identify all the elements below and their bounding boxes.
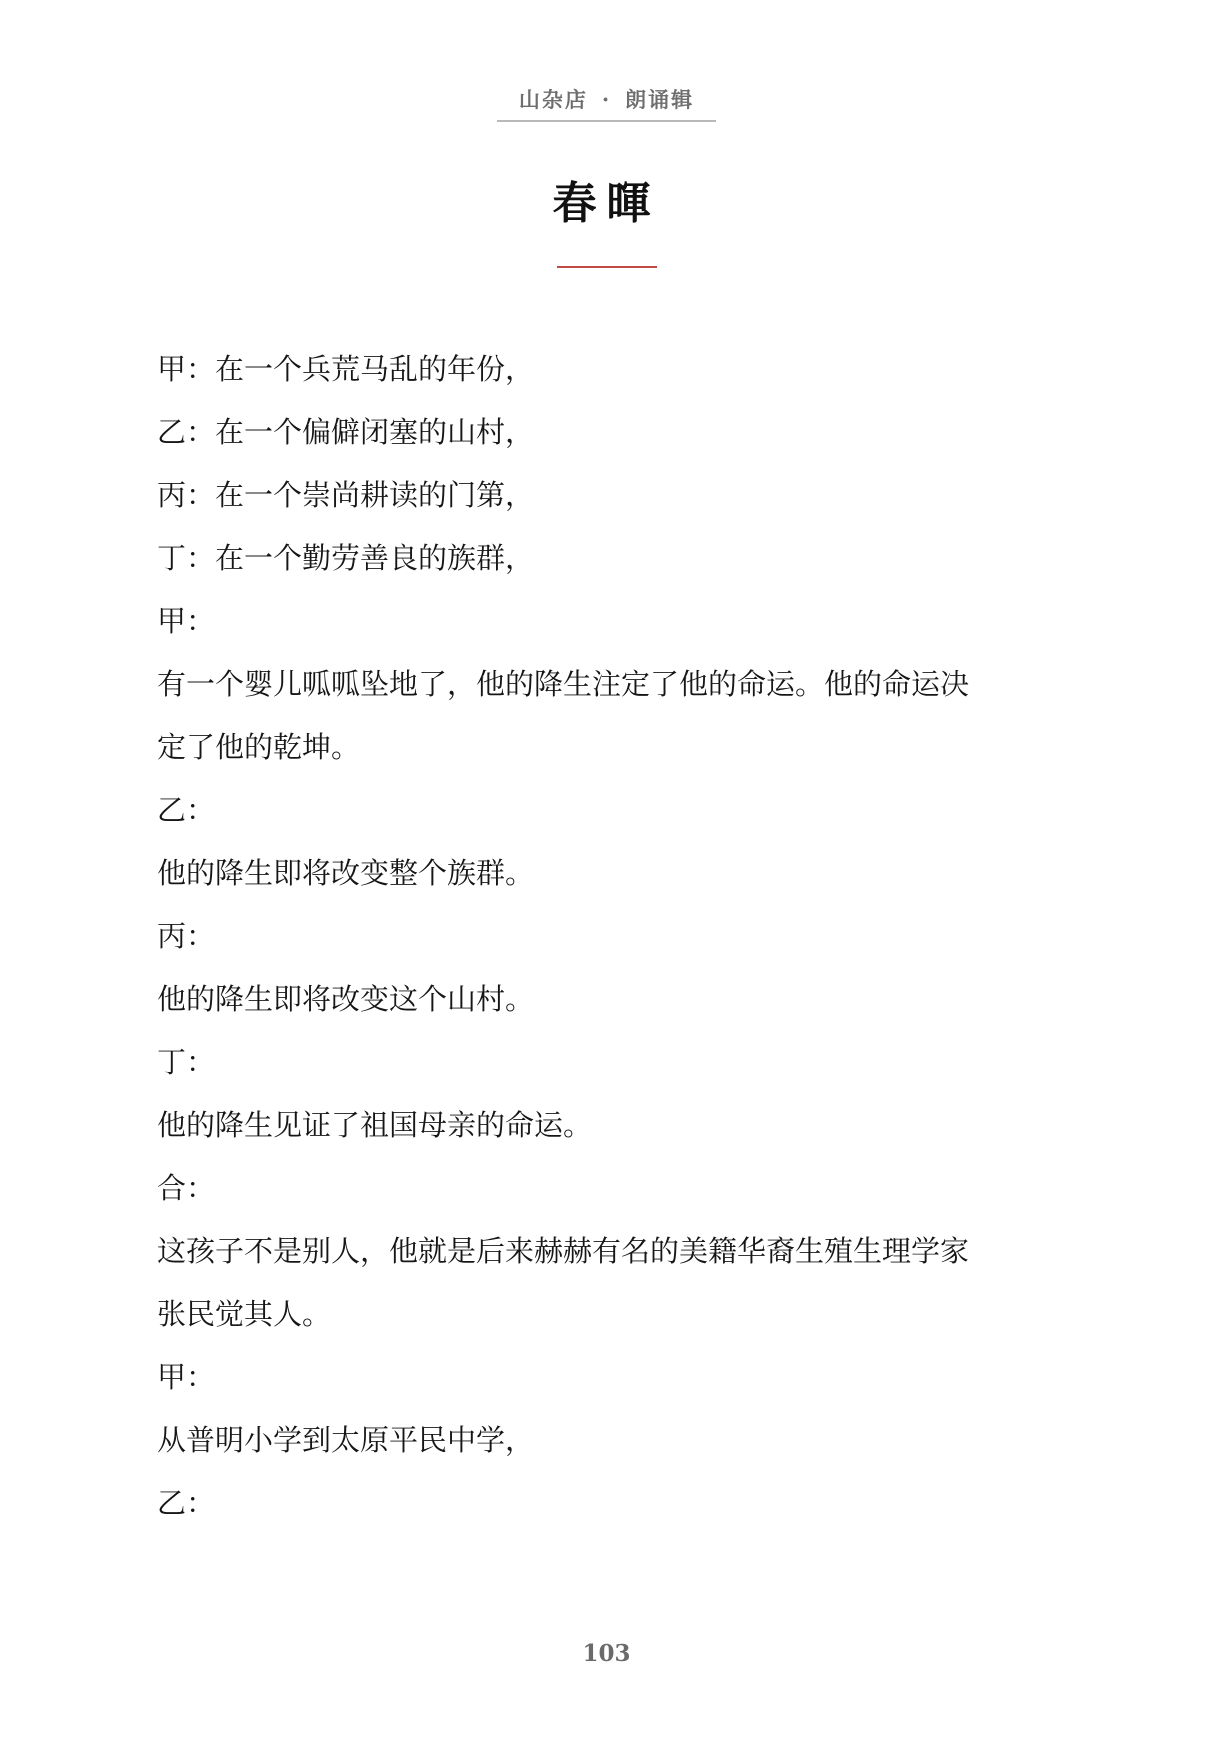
poem-line: 甲：在一个兵荒马乱的年份，: [157, 352, 535, 386]
poem-line: 他的降生即将改变这个山村。: [157, 982, 535, 1016]
speaker-label: 甲：: [157, 604, 216, 638]
poem-line: 张民觉其人。: [157, 1297, 332, 1331]
speaker-label: 甲：: [157, 1360, 216, 1394]
poem-line: 定了他的乾坤。: [157, 730, 361, 764]
running-header-separator: ·: [601, 87, 612, 112]
speaker-label: 乙：: [157, 793, 216, 827]
poem-line: 他的降生见证了祖国母亲的命运。: [157, 1108, 593, 1142]
poem-line: 这孩子不是别人，他就是后来赫赫有名的美籍华裔生殖生理学家: [157, 1234, 970, 1268]
running-header: [0, 84, 1213, 122]
poem-title: 春暉: [552, 178, 661, 229]
poem-line: 有一个婴儿呱呱坠地了，他的降生注定了他的命运。他的命运决: [157, 667, 970, 701]
running-header-section-title: 朗诵辑: [625, 87, 695, 112]
running-header-book-title: 山杂店: [518, 87, 588, 112]
speaker-label: 乙：: [157, 1486, 216, 1520]
speaker-label: 丙：: [157, 919, 216, 953]
speaker-label: 合：: [157, 1171, 216, 1205]
running-header-rule: [497, 84, 716, 122]
poem-line: 从普明小学到太原平民中学，: [157, 1423, 535, 1457]
speaker-label: 丁：: [157, 1045, 216, 1079]
title-underline: [557, 266, 657, 268]
poem-body: [157, 338, 1057, 1535]
poem-line: 丙：在一个崇尚耕读的门第，: [157, 478, 535, 512]
poem-line: 乙：在一个偏僻闭塞的山村，: [157, 415, 535, 449]
poem-line: 丁：在一个勤劳善良的族群，: [157, 541, 535, 575]
poem-line: 他的降生即将改变整个族群。: [157, 856, 535, 890]
page-number: 103: [582, 1640, 631, 1667]
